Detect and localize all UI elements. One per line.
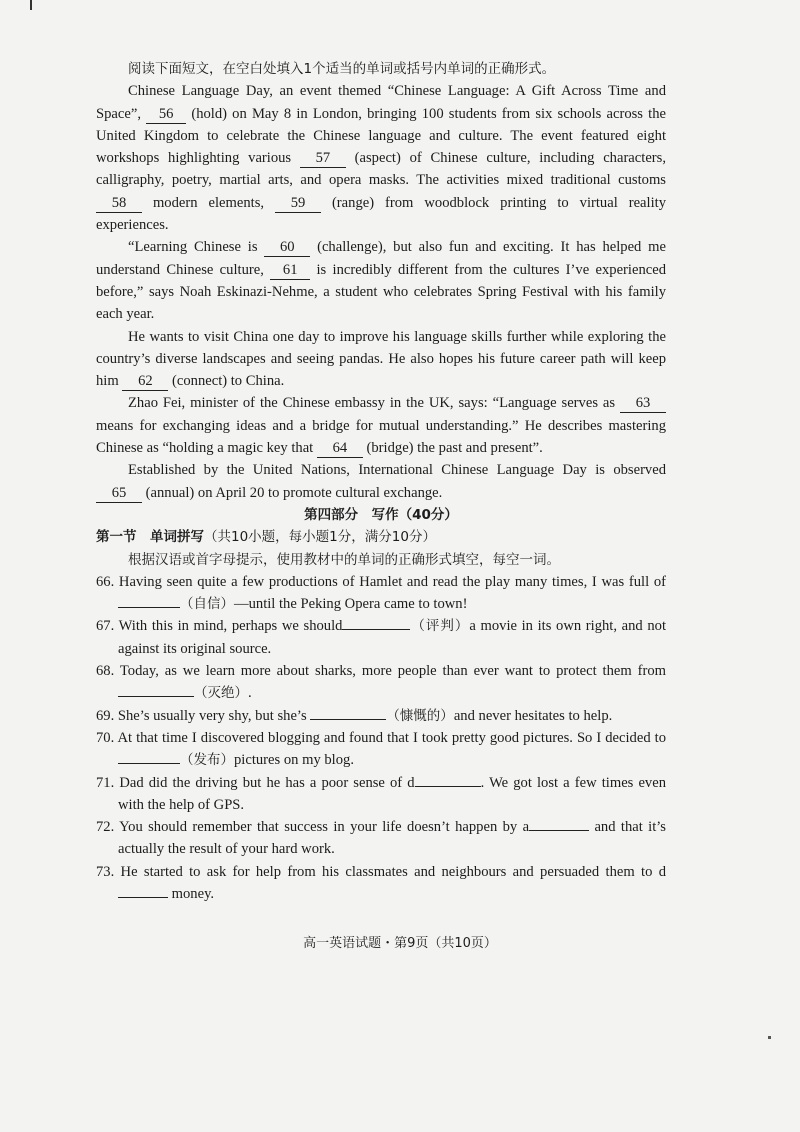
question-70: 70. At that time I discovered blogging and found that I took pretty good pictures. So I decided to （发布）pictures on my blog. bbox=[96, 729, 666, 769]
blank-56[interactable]: 56 bbox=[146, 106, 186, 124]
passage-paragraph-4: Zhao Fei, minister of the Chinese embassy in the UK, says: “Language serves as 63 means for exchanging ideas and a bridge for mutual understanding.” He describes mastering Chinese as “holding a magic key that 64 (bridge) the past and present”. bbox=[96, 395, 666, 457]
blank-61[interactable]: 61 bbox=[270, 262, 310, 280]
answer-field-66[interactable] bbox=[118, 607, 180, 608]
page-footer: 高一英语试题・第9页（共10页） bbox=[303, 936, 497, 951]
blank-64[interactable]: 64 bbox=[317, 440, 363, 458]
blank-60[interactable]: 60 bbox=[264, 239, 310, 257]
question-68: 68. Today, as we learn more about sharks, more people than ever want to protect them from（灭绝）. bbox=[96, 663, 666, 702]
scan-dot bbox=[768, 1036, 771, 1039]
hint-67: （评判） bbox=[410, 618, 470, 635]
blank-58[interactable]: 58 bbox=[96, 195, 142, 213]
answer-field-69[interactable] bbox=[310, 719, 386, 720]
question-69: 69. She’s usually very shy, but she’s （慷慨的）and never hesitates to help. bbox=[96, 707, 613, 724]
blank-62[interactable]: 62 bbox=[122, 373, 168, 391]
answer-field-72[interactable] bbox=[529, 830, 589, 831]
answer-field-73[interactable] bbox=[118, 897, 168, 898]
section-one-header bbox=[96, 526, 666, 548]
passage-paragraph-5: Established by the United Nations, International Chinese Language Day is observed 65 (annual) on April 20 to promote cultural exchange. bbox=[96, 459, 666, 504]
scan-mark bbox=[30, 0, 32, 10]
part-four-title: 第四部分 写作（40分） bbox=[304, 506, 458, 523]
hint-68: （灭绝） bbox=[194, 685, 248, 702]
section-one-instruction: 根据汉语或首字母提示，使用教材中的单词的正确形式填空，每空一词。 bbox=[128, 551, 560, 568]
answer-field-70[interactable] bbox=[118, 763, 180, 764]
hint-69: （慷慨的） bbox=[386, 707, 454, 724]
section-one-note: （共10小题，每小题1分，满分10分） bbox=[204, 529, 436, 546]
section-one-label: 第一节 单词拼写 bbox=[96, 529, 204, 546]
passage-paragraph-3: He wants to visit China one day to improve his language skills further while exploring the country’s diverse landscapes and seeing pandas. He also hopes his future career path will keep him 62 (connect) to China. bbox=[96, 328, 666, 390]
question-72: 72. You should remember that success in your life doesn’t happen by a and that it’s actually the result of your hard work. bbox=[96, 819, 666, 858]
question-67: 67. With this in mind, perhaps we should （评判）a movie in its own right, and not against its original source. bbox=[96, 618, 667, 657]
cloze-instruction: 阅读下面短文，在空白处填入1个适当的单词或括号内单词的正确形式。 bbox=[128, 61, 556, 77]
hint-70: （发布） bbox=[180, 752, 234, 769]
hint-66: （自信） bbox=[180, 596, 234, 613]
blank-63[interactable]: 63 bbox=[620, 395, 666, 413]
blank-57[interactable]: 57 bbox=[300, 150, 346, 168]
question-71: 71. Dad did the driving but he has a poor sense of d . We got lost a few times even with the help of GPS. bbox=[96, 774, 667, 813]
passage-paragraph-2: “Learning Chinese is 60 (challenge), but also fun and exciting. It has helped me understand Chinese culture, 61 is incredibly different from the cultures I’ve experienced before,” says Noah Eskinazi-Nehme, a student who celebrates Spring Festival with his family each year. bbox=[96, 239, 666, 323]
question-73: 73. He started to ask for help from his classmates and neighbours and persuaded them to d money. bbox=[96, 863, 666, 902]
exam-page bbox=[96, 58, 666, 905]
answer-field-68[interactable] bbox=[118, 696, 194, 697]
answer-field-67[interactable] bbox=[342, 629, 410, 630]
blank-59[interactable]: 59 bbox=[275, 195, 321, 213]
question-66: 66. Having seen quite a few productions of Hamlet and read the play many times, I was full of （自信）—until the Peking Opera came to town! bbox=[96, 573, 666, 613]
answer-field-71[interactable] bbox=[415, 786, 481, 787]
blank-65[interactable]: 65 bbox=[96, 485, 142, 503]
passage-paragraph-1: Chinese Language Day, an event themed “Chinese Language: A Gift Across Time and Space”, 56 (hold) on May 8 in London, bringing 100 students from six schools across the United Kingdom to celebrate the Chinese language and culture. The event featured eight workshops highlighting various 57 (aspect) of Chinese culture, including characters, calligraphy, poetry, martial arts, and opera masks. The activities mixed traditional customs 58 modern elements, 59 (range) from woodblock printing to virtual reality experiences. bbox=[96, 83, 666, 234]
